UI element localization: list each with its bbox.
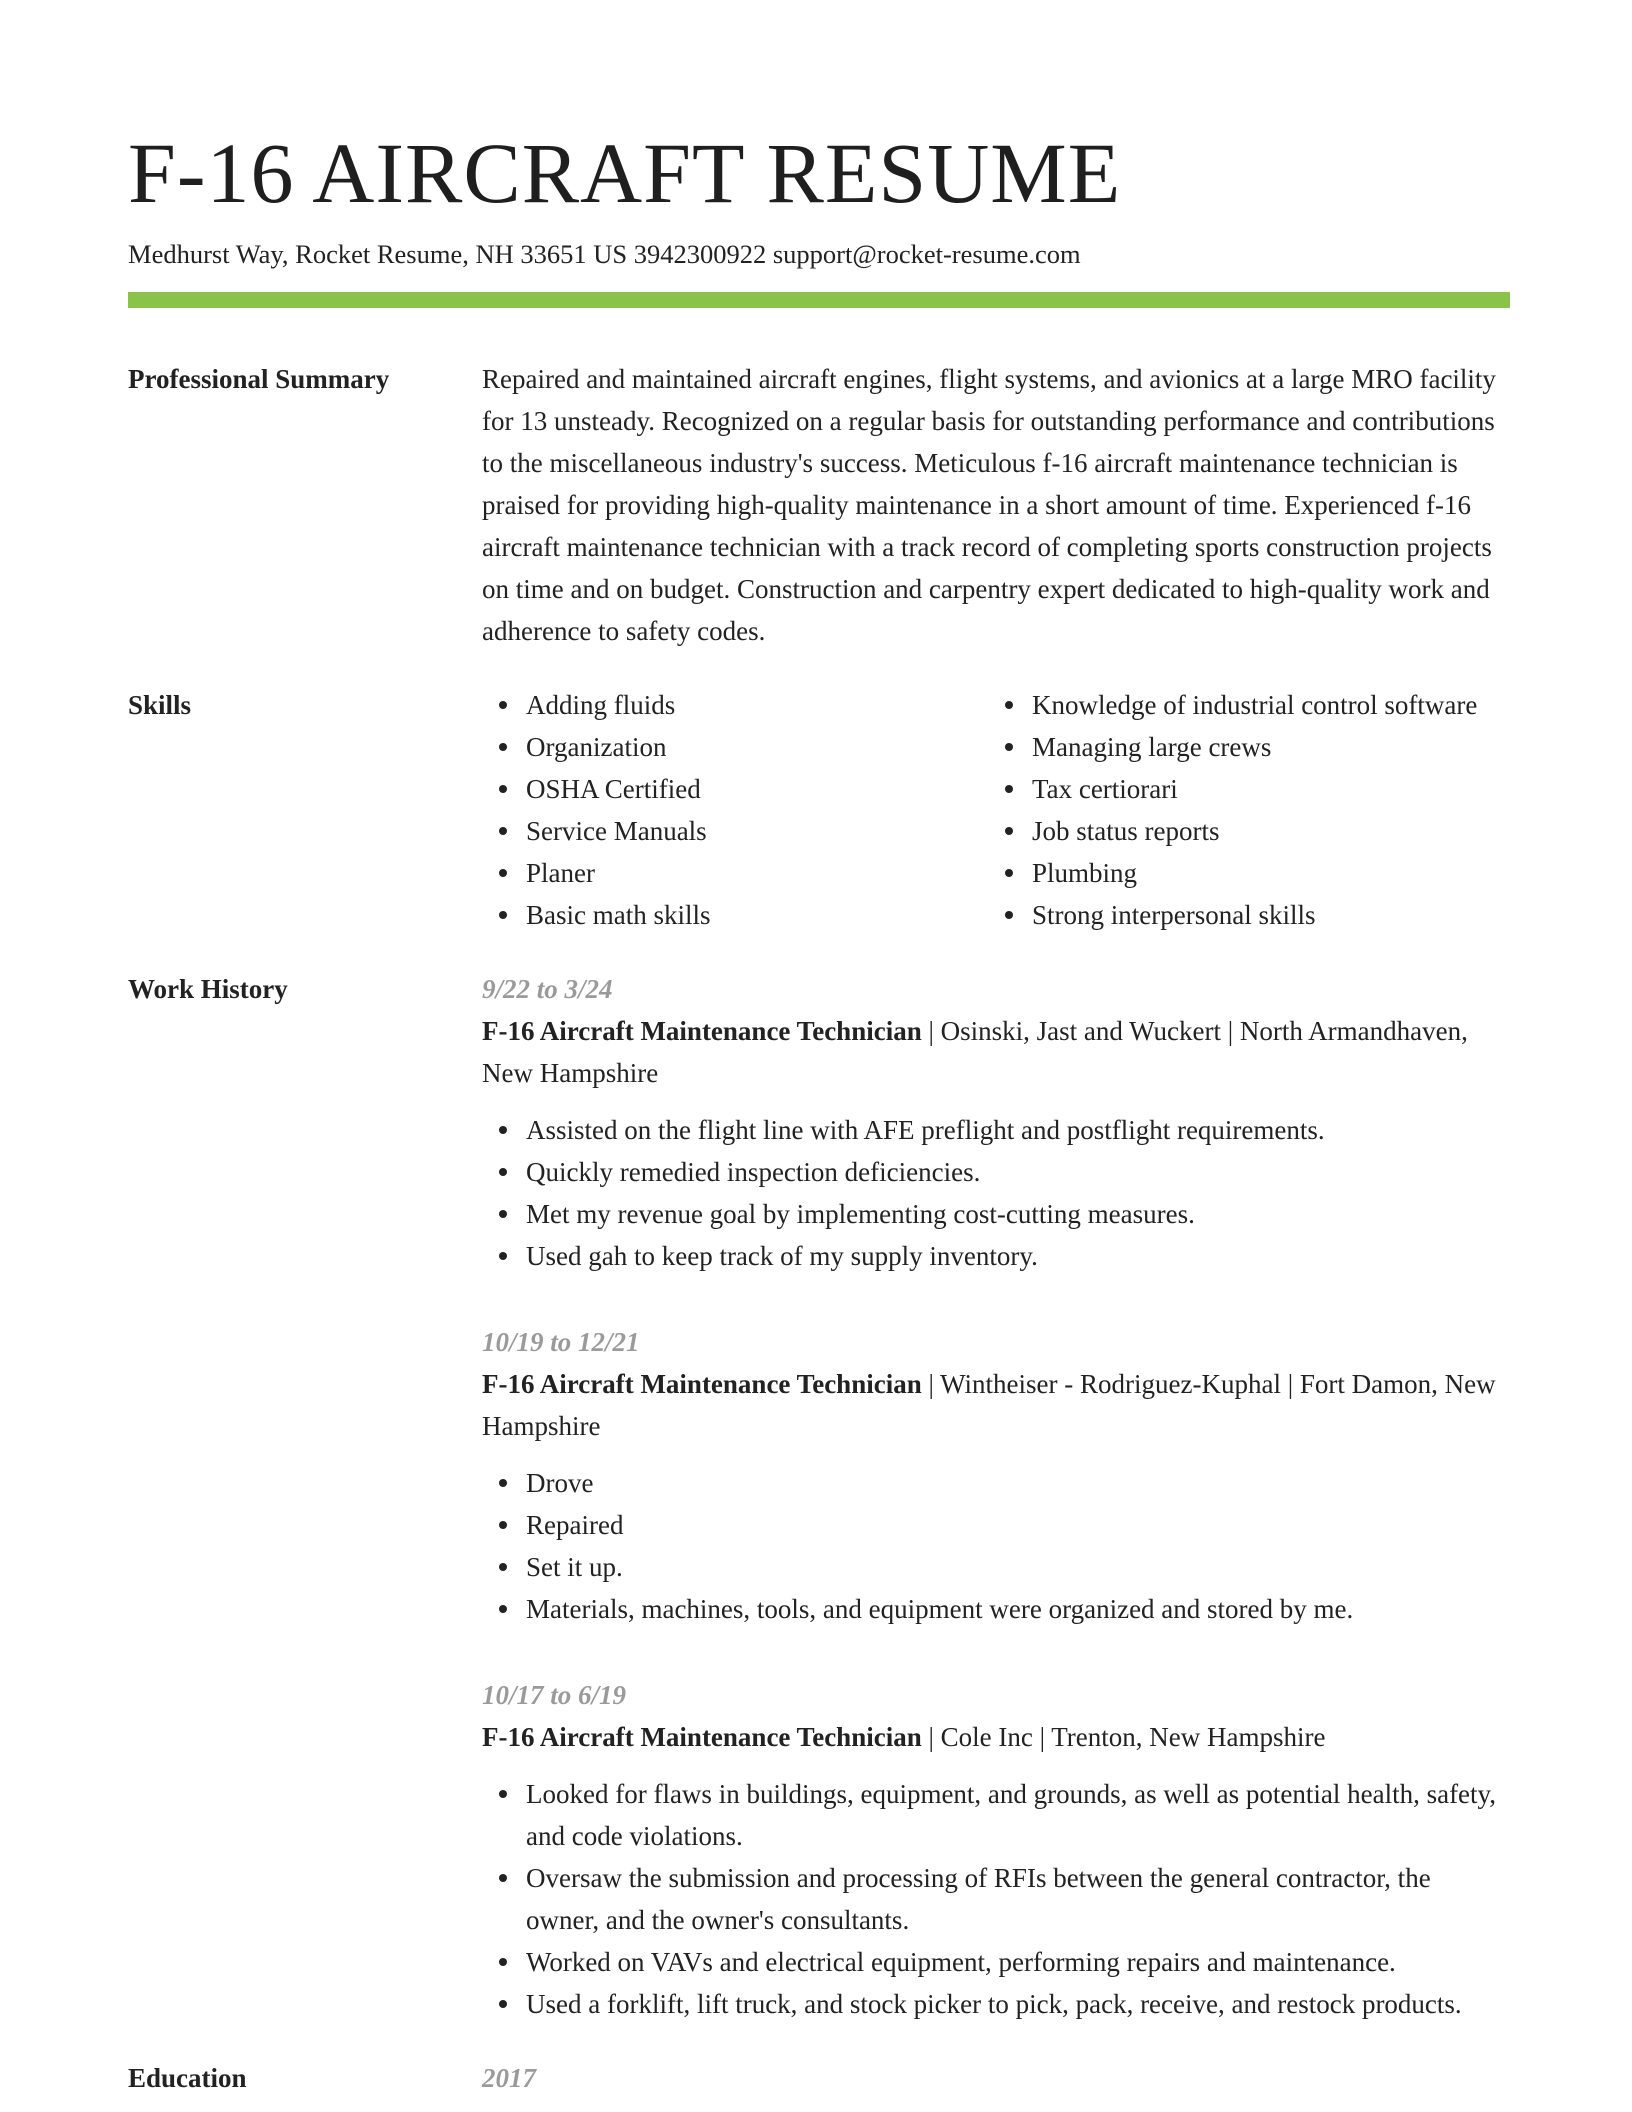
job-date: 9/22 to 3/24 [482, 974, 613, 1004]
job-bullet-list [482, 1109, 1510, 1277]
job-entry [482, 1674, 1510, 2025]
skill-item: Strong interpersonal skills [1032, 894, 1494, 936]
skill-item: Adding fluids [526, 684, 988, 726]
job-details: | Wintheiser - Rodriguez-Kuphal | Fort Damon, New Hampshire [482, 1369, 1496, 1441]
section-label-skills: Skills [128, 690, 192, 720]
work-history-section [128, 968, 1510, 2025]
section-label-work-history: Work History [128, 974, 288, 1004]
contact-line: Medhurst Way, Rocket Resume, NH 33651 US 3942300922 support@rocket-resume.com [128, 239, 1081, 269]
job-bullet: Set it up. [526, 1546, 1510, 1588]
job-bullet: Oversaw the submission and processing of RFIs between the general contractor, the owner, and the owner's consultants. [526, 1857, 1510, 1941]
skills-column-left [482, 684, 988, 936]
job-bullet: Used gah to keep track of my supply inventory. [526, 1235, 1510, 1277]
education-section [128, 2057, 1510, 2099]
education-body [482, 2057, 1510, 2099]
job-bullet-list [482, 1773, 1510, 2025]
section-label-education: Education [128, 2063, 247, 2093]
job-date: 10/17 to 6/19 [482, 1680, 627, 1710]
job-bullet: Worked on VAVs and electrical equipment, performing repairs and maintenance. [526, 1941, 1510, 1983]
skill-item: Planer [526, 852, 988, 894]
summary-section [128, 358, 1510, 652]
skill-item: Plumbing [1032, 852, 1494, 894]
summary-body [482, 358, 1510, 652]
skill-item: OSHA Certified [526, 768, 988, 810]
job-header [482, 1010, 1510, 1094]
job-title: F-16 Aircraft Maintenance Technician [482, 1369, 922, 1399]
job-title: F-16 Aircraft Maintenance Technician [482, 1722, 922, 1752]
job-bullet: Met my revenue goal by implementing cost-cutting measures. [526, 1193, 1510, 1235]
job-bullet-list [482, 1462, 1510, 1630]
skills-list-right [988, 684, 1494, 936]
job-bullet: Used a forklift, lift truck, and stock picker to pick, pack, receive, and restock products. [526, 1983, 1510, 2025]
accent-divider [128, 292, 1510, 308]
skill-item: Basic math skills [526, 894, 988, 936]
skill-item: Organization [526, 726, 988, 768]
skill-item: Knowledge of industrial control software [1032, 684, 1494, 726]
skills-columns [482, 684, 1510, 936]
education-date: 2017 [482, 2063, 536, 2093]
job-bullet: Materials, machines, tools, and equipment were organized and stored by me. [526, 1588, 1510, 1630]
job-entry [482, 1321, 1510, 1630]
job-bullet: Assisted on the flight line with AFE preflight and postflight requirements. [526, 1109, 1510, 1151]
skills-list-left [482, 684, 988, 936]
skill-item: Managing large crews [1032, 726, 1494, 768]
job-header [482, 1716, 1510, 1758]
job-bullet: Quickly remedied inspection deficiencies. [526, 1151, 1510, 1193]
job-entry [482, 968, 1510, 1277]
job-bullet: Repaired [526, 1504, 1510, 1546]
job-header [482, 1363, 1510, 1447]
work-history-body [482, 968, 1510, 2025]
job-date: 10/19 to 12/21 [482, 1327, 640, 1357]
resume-page [128, 0, 1510, 2099]
job-details: | Cole Inc | Trenton, New Hampshire [921, 1722, 1326, 1752]
job-bullet: Drove [526, 1462, 1510, 1504]
resume-title: F-16 AIRCRAFT RESUME [128, 125, 1122, 221]
section-label-summary: Professional Summary [128, 364, 390, 394]
job-bullet: Looked for flaws in buildings, equipment, and grounds, as well as potential health, safety, and code violations. [526, 1773, 1510, 1857]
job-title: F-16 Aircraft Maintenance Technician [482, 1016, 922, 1046]
skills-section [128, 684, 1510, 936]
skill-item: Service Manuals [526, 810, 988, 852]
skills-body [482, 684, 1510, 936]
summary-text: Repaired and maintained aircraft engines, flight systems, and avionics at a large MRO facility for 13 unsteady. Recognized on a regular basis for outstanding performance and contributions to the miscellaneous industry's success. Meticulous f-16 aircraft maintenance technician is praised for providing high-quality maintenance in a short amount of time. Experienced f-16 aircraft maintenance technician with a track record of completing sports construction projects on time and on budget. Construction and carpentry expert dedicated to high-quality work and adherence to safety codes. [482, 364, 1496, 646]
skills-column-right [988, 684, 1494, 936]
skill-item: Job status reports [1032, 810, 1494, 852]
job-details: | Osinski, Jast and Wuckert | North Armandhaven, New Hampshire [482, 1016, 1468, 1088]
skill-item: Tax certiorari [1032, 768, 1494, 810]
